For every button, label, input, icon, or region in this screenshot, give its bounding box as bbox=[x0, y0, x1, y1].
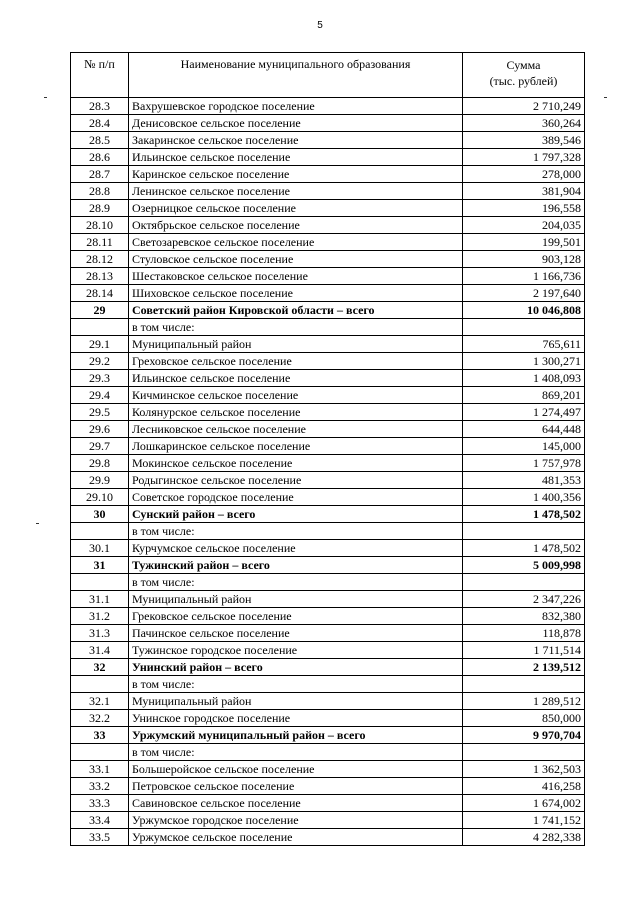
cell-sum: 1 362,503 bbox=[463, 761, 585, 778]
table-row bbox=[71, 761, 585, 778]
cell-number: 32.1 bbox=[71, 693, 129, 710]
cell-number: 28.8 bbox=[71, 183, 129, 200]
table-row bbox=[71, 829, 585, 846]
cell-number: 29.7 bbox=[71, 438, 129, 455]
cell-name: Вахрушевское городское поселение bbox=[129, 98, 463, 115]
cell-sum: 1 408,093 bbox=[463, 370, 585, 387]
table-row bbox=[71, 608, 585, 625]
cell-number bbox=[71, 676, 129, 693]
cell-number: 28.7 bbox=[71, 166, 129, 183]
table-row bbox=[71, 353, 585, 370]
scan-mark bbox=[44, 97, 47, 98]
table-row bbox=[71, 336, 585, 353]
table-row-total bbox=[71, 727, 585, 744]
table-row bbox=[71, 591, 585, 608]
cell-sum: 903,128 bbox=[463, 251, 585, 268]
cell-sum: 765,611 bbox=[463, 336, 585, 353]
table-row-including bbox=[71, 744, 585, 761]
table-row bbox=[71, 404, 585, 421]
cell-sum: 360,264 bbox=[463, 115, 585, 132]
cell-sum bbox=[463, 744, 585, 761]
cell-name: в том числе: bbox=[129, 574, 463, 591]
cell-sum: 196,558 bbox=[463, 200, 585, 217]
cell-sum: 2 710,249 bbox=[463, 98, 585, 115]
table-row bbox=[71, 132, 585, 149]
cell-number: 28.4 bbox=[71, 115, 129, 132]
cell-number: 33.2 bbox=[71, 778, 129, 795]
cell-number bbox=[71, 523, 129, 540]
cell-number: 31.2 bbox=[71, 608, 129, 625]
cell-name: Муниципальный район bbox=[129, 591, 463, 608]
table-row bbox=[71, 285, 585, 302]
cell-number: 33.1 bbox=[71, 761, 129, 778]
table-row bbox=[71, 421, 585, 438]
cell-sum: 278,000 bbox=[463, 166, 585, 183]
cell-name: в том числе: bbox=[129, 676, 463, 693]
cell-sum: 4 282,338 bbox=[463, 829, 585, 846]
table-row-total bbox=[71, 557, 585, 574]
table-row bbox=[71, 693, 585, 710]
cell-name: Уржумский муниципальный район – всего bbox=[129, 727, 463, 744]
table-row bbox=[71, 625, 585, 642]
table-row bbox=[71, 251, 585, 268]
cell-name: Советское городское поселение bbox=[129, 489, 463, 506]
cell-sum bbox=[463, 676, 585, 693]
cell-name: Муниципальный район bbox=[129, 693, 463, 710]
table-row bbox=[71, 642, 585, 659]
budget-table bbox=[70, 52, 585, 846]
cell-sum: 869,201 bbox=[463, 387, 585, 404]
table-row-including bbox=[71, 523, 585, 540]
header-number: № п/п bbox=[71, 53, 129, 98]
cell-number: 30.1 bbox=[71, 540, 129, 557]
header-name: Наименование муниципального образования bbox=[129, 53, 463, 98]
cell-sum: 204,035 bbox=[463, 217, 585, 234]
cell-name: Озерницкое сельское поселение bbox=[129, 200, 463, 217]
table-row-total bbox=[71, 506, 585, 523]
cell-sum: 118,878 bbox=[463, 625, 585, 642]
cell-name: Светозаревское сельское поселение bbox=[129, 234, 463, 251]
cell-sum: 389,546 bbox=[463, 132, 585, 149]
cell-name: Уржумское городское поселение bbox=[129, 812, 463, 829]
cell-name: Курчумское сельское поселение bbox=[129, 540, 463, 557]
table-row bbox=[71, 778, 585, 795]
cell-number: 28.9 bbox=[71, 200, 129, 217]
cell-sum: 850,000 bbox=[463, 710, 585, 727]
cell-sum: 1 400,356 bbox=[463, 489, 585, 506]
cell-number: 33.4 bbox=[71, 812, 129, 829]
header-sum bbox=[463, 53, 585, 98]
cell-sum: 2 197,640 bbox=[463, 285, 585, 302]
cell-sum: 1 741,152 bbox=[463, 812, 585, 829]
table-row bbox=[71, 217, 585, 234]
cell-sum bbox=[463, 319, 585, 336]
cell-number: 29.5 bbox=[71, 404, 129, 421]
cell-name: Советский район Кировской области – всего bbox=[129, 302, 463, 319]
table-row-including bbox=[71, 676, 585, 693]
table-row bbox=[71, 472, 585, 489]
cell-name: Шиховское сельское поселение bbox=[129, 285, 463, 302]
cell-name: Ильинское сельское поселение bbox=[129, 370, 463, 387]
cell-name: Тужинское городское поселение bbox=[129, 642, 463, 659]
cell-sum: 2 139,512 bbox=[463, 659, 585, 676]
cell-name: Денисовское сельское поселение bbox=[129, 115, 463, 132]
table-row bbox=[71, 795, 585, 812]
table-header bbox=[71, 53, 585, 98]
table-row bbox=[71, 540, 585, 557]
cell-name: Унинский район – всего bbox=[129, 659, 463, 676]
cell-name: Тужинский район – всего bbox=[129, 557, 463, 574]
cell-sum: 1 478,502 bbox=[463, 540, 585, 557]
cell-number: 29.9 bbox=[71, 472, 129, 489]
cell-name: Октябрьское сельское поселение bbox=[129, 217, 463, 234]
table-row-total bbox=[71, 659, 585, 676]
cell-number: 30 bbox=[71, 506, 129, 523]
cell-number: 28.3 bbox=[71, 98, 129, 115]
cell-name: Греховское сельское поселение bbox=[129, 353, 463, 370]
cell-number: 33 bbox=[71, 727, 129, 744]
cell-number: 31 bbox=[71, 557, 129, 574]
cell-name: Каринское сельское поселение bbox=[129, 166, 463, 183]
cell-name: Закаринское сельское поселение bbox=[129, 132, 463, 149]
table-row-including bbox=[71, 574, 585, 591]
cell-sum: 10 046,808 bbox=[463, 302, 585, 319]
cell-sum: 1 757,978 bbox=[463, 455, 585, 472]
table-row bbox=[71, 710, 585, 727]
cell-number: 33.3 bbox=[71, 795, 129, 812]
table-row bbox=[71, 149, 585, 166]
cell-sum: 832,380 bbox=[463, 608, 585, 625]
cell-sum bbox=[463, 574, 585, 591]
table-row bbox=[71, 166, 585, 183]
cell-number: 29.6 bbox=[71, 421, 129, 438]
cell-number: 29 bbox=[71, 302, 129, 319]
header-sum-line2: (тыс. рублей) bbox=[489, 74, 558, 88]
cell-number bbox=[71, 744, 129, 761]
cell-name: Шестаковское сельское поселение bbox=[129, 268, 463, 285]
cell-number: 29.8 bbox=[71, 455, 129, 472]
scan-mark bbox=[36, 523, 39, 524]
header-row bbox=[71, 53, 585, 98]
cell-sum: 1 674,002 bbox=[463, 795, 585, 812]
cell-number: 28.14 bbox=[71, 285, 129, 302]
table-row-total bbox=[71, 302, 585, 319]
cell-number: 28.10 bbox=[71, 217, 129, 234]
cell-sum: 381,904 bbox=[463, 183, 585, 200]
cell-number: 28.5 bbox=[71, 132, 129, 149]
cell-name: Стуловское сельское поселение bbox=[129, 251, 463, 268]
cell-number: 32.2 bbox=[71, 710, 129, 727]
cell-name: Савиновское сельское поселение bbox=[129, 795, 463, 812]
cell-name: в том числе: bbox=[129, 523, 463, 540]
cell-name: Кичминское сельское поселение bbox=[129, 387, 463, 404]
cell-name: Ленинское сельское поселение bbox=[129, 183, 463, 200]
cell-name: Родыгинское сельское поселение bbox=[129, 472, 463, 489]
cell-number: 29.3 bbox=[71, 370, 129, 387]
cell-sum: 2 347,226 bbox=[463, 591, 585, 608]
table-row bbox=[71, 812, 585, 829]
cell-number: 33.5 bbox=[71, 829, 129, 846]
table-row bbox=[71, 115, 585, 132]
cell-sum: 644,448 bbox=[463, 421, 585, 438]
cell-name: Ильинское сельское поселение bbox=[129, 149, 463, 166]
cell-sum: 1 289,512 bbox=[463, 693, 585, 710]
cell-name: Мокинское сельское поселение bbox=[129, 455, 463, 472]
cell-sum bbox=[463, 523, 585, 540]
cell-number bbox=[71, 319, 129, 336]
cell-name: Лесниковское сельское поселение bbox=[129, 421, 463, 438]
table-row bbox=[71, 234, 585, 251]
cell-sum: 145,000 bbox=[463, 438, 585, 455]
page-number: 5 bbox=[317, 20, 323, 31]
cell-name: Большеройское сельское поселение bbox=[129, 761, 463, 778]
cell-name: Петровское сельское поселение bbox=[129, 778, 463, 795]
cell-name: Муниципальный район bbox=[129, 336, 463, 353]
cell-sum: 5 009,998 bbox=[463, 557, 585, 574]
cell-number: 31.1 bbox=[71, 591, 129, 608]
cell-number bbox=[71, 574, 129, 591]
cell-name: Унинское городское поселение bbox=[129, 710, 463, 727]
cell-number: 29.2 bbox=[71, 353, 129, 370]
cell-number: 28.13 bbox=[71, 268, 129, 285]
table-row bbox=[71, 489, 585, 506]
scan-mark bbox=[604, 97, 607, 98]
cell-number: 28.12 bbox=[71, 251, 129, 268]
cell-number: 31.3 bbox=[71, 625, 129, 642]
cell-name: Грековское сельское поселение bbox=[129, 608, 463, 625]
cell-number: 31.4 bbox=[71, 642, 129, 659]
cell-name: Сунский район – всего bbox=[129, 506, 463, 523]
table-row bbox=[71, 268, 585, 285]
cell-number: 32 bbox=[71, 659, 129, 676]
table-row bbox=[71, 370, 585, 387]
cell-sum: 1 274,497 bbox=[463, 404, 585, 421]
cell-name: Лошкаринское сельское поселение bbox=[129, 438, 463, 455]
table-row bbox=[71, 200, 585, 217]
cell-sum: 481,353 bbox=[463, 472, 585, 489]
cell-number: 28.11 bbox=[71, 234, 129, 251]
cell-sum: 1 797,328 bbox=[463, 149, 585, 166]
cell-sum: 199,501 bbox=[463, 234, 585, 251]
table-row bbox=[71, 98, 585, 115]
cell-name: в том числе: bbox=[129, 744, 463, 761]
cell-sum: 9 970,704 bbox=[463, 727, 585, 744]
cell-name: в том числе: bbox=[129, 319, 463, 336]
header-sum-line1: Сумма bbox=[506, 58, 541, 72]
cell-number: 29.10 bbox=[71, 489, 129, 506]
cell-sum: 1 478,502 bbox=[463, 506, 585, 523]
cell-number: 28.6 bbox=[71, 149, 129, 166]
cell-sum: 1 166,736 bbox=[463, 268, 585, 285]
cell-number: 29.4 bbox=[71, 387, 129, 404]
cell-name: Пачинское сельское поселение bbox=[129, 625, 463, 642]
cell-sum: 416,258 bbox=[463, 778, 585, 795]
cell-sum: 1 711,514 bbox=[463, 642, 585, 659]
table-body bbox=[71, 98, 585, 846]
table-row bbox=[71, 438, 585, 455]
cell-name: Уржумское сельское поселение bbox=[129, 829, 463, 846]
cell-number: 29.1 bbox=[71, 336, 129, 353]
table-row-including bbox=[71, 319, 585, 336]
table-row bbox=[71, 455, 585, 472]
cell-sum: 1 300,271 bbox=[463, 353, 585, 370]
table-row bbox=[71, 183, 585, 200]
table-row bbox=[71, 387, 585, 404]
cell-name: Колянурское сельское поселение bbox=[129, 404, 463, 421]
